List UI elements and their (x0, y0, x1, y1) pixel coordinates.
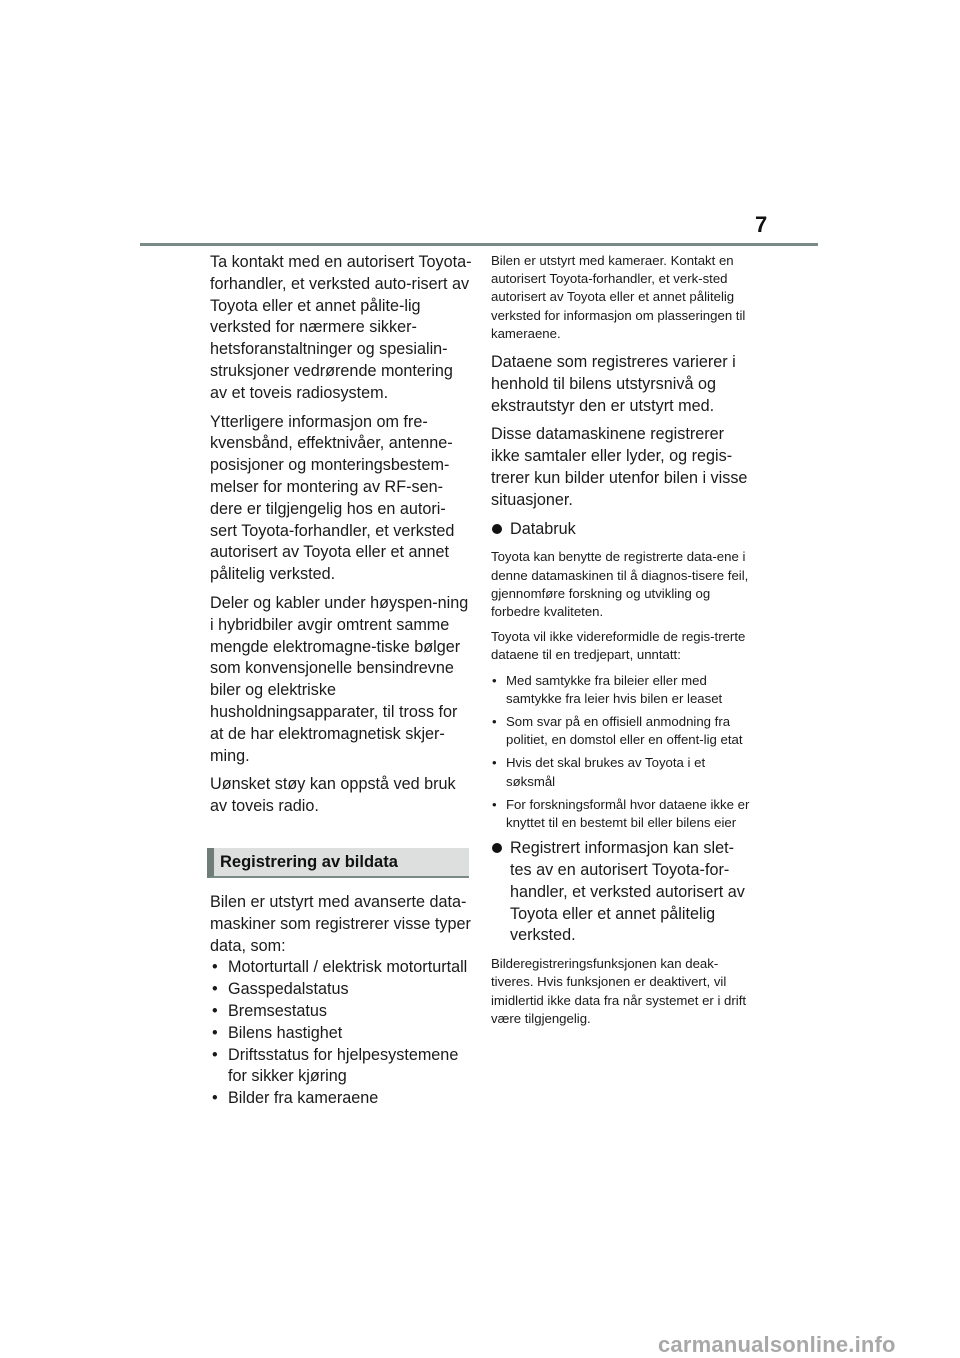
body-paragraph: Ytterligere informasjon om fre-kvensbånd, effektnivåer, antenne-posisjoner og monteringsbestem-melser for montering av RF-sen-dere er tilgjengelig hos en autori-sert Toyota-forhandler, et verksted autorisert av Toyota eller et annet pålitelig verksted. (210, 412, 455, 584)
subheading-label: Registrert informasjon kan slet-tes av en autorisert Toyota-for-handler, et verksted autorisert av Toyota eller et annet pålitelig verksted. (510, 839, 745, 945)
list-item: • Med samtykke fra bileier eller med samtykke fra leier hvis bilen er leaset (491, 672, 753, 708)
exceptions-list (491, 672, 753, 833)
list-item: • Gasspedalstatus (210, 979, 472, 1001)
body-paragraph: Uønsket støy kan oppstå ved bruk av toveis radio. (210, 775, 456, 816)
section-heading: Registrering av bildata (207, 848, 469, 878)
list-item: • Driftsstatus for hjelpesystemene for sikker kjøring (210, 1045, 472, 1089)
list-item: • Hvis det skal brukes av Toyota i et søksmål (491, 754, 753, 790)
list-item: • Motorturtall / elektrisk motorturtall (210, 957, 472, 979)
list-item: • Bilder fra kameraene (210, 1088, 472, 1110)
subheading-databruk (491, 519, 753, 541)
body-paragraph: Dataene som registreres varierer i henhold til bilens utstyrsnivå og ekstrautstyr den er utstyrt med. (491, 353, 736, 415)
intro-paragraph: Bilen er utstyrt med avanserte data-maskiner som registrerer visse typer data, som: (210, 892, 471, 955)
body-paragraph: Ta kontakt med en autorisert Toyota-forhandler, et verksted auto-risert av Toyota eller et annet pålite-lig verksted for nærmere sikker-hetsforanstaltninger og spesialin-struksjoner vedrørende montering av et toveis radiosystem. (210, 253, 472, 402)
bullet-dot-icon (492, 843, 502, 853)
list-item: • Bremsestatus (210, 1001, 472, 1023)
subheading-delete (491, 838, 753, 947)
left-column (210, 252, 472, 1110)
watermark: carmanualsonline.info (658, 1332, 896, 1357)
body-paragraph: Disse datamaskinene registrerer ikke samtaler eller lyder, og regis-trerer kun bilder utenfor bilen i visse situasjoner. (491, 425, 748, 509)
page-number: 7 (755, 212, 768, 237)
list-item: • Som svar på en offisiell anmodning fra politiet, en domstol eller en offent-lig etat (491, 713, 753, 749)
list-item: • For forskningsformål hvor dataene ikke er knyttet til en bestemt bil eller bilens eier (491, 796, 753, 832)
small-paragraph: Toyota kan benytte de registrerte data-ene i denne datamaskinen til å diagnos-tisere feil, gjennomføre forskning og utvikling og forbedre kvaliteten. (491, 549, 749, 619)
data-list (210, 957, 472, 1110)
subheading-label: Databruk (510, 519, 576, 538)
header-rule (140, 243, 818, 246)
small-paragraph: Bilderegistreringsfunksjonen kan deak-tiveres. Hvis funksjonen er deaktivert, vil imidlertid ikke data fra når systemet er i drift være tilgjengelig. (491, 956, 747, 1026)
right-column (491, 252, 753, 1037)
bullet-dot-icon (492, 524, 502, 534)
small-paragraph: Toyota vil ikke videreformidle de regis-trerte dataene til en tredjepart, unntatt: (491, 629, 746, 663)
camera-note: Bilen er utstyrt med kameraer. Kontakt en autorisert Toyota-forhandler, et verk-sted autorisert av Toyota eller et annet pålitelig verksted for informasjon om plasseringen til kameraene. (491, 253, 746, 341)
body-paragraph: Deler og kabler under høyspen-ning i hybridbiler avgir omtrent samme mengde elektromagne-tiske bølger som konvensjonelle bensindrevne biler og elektriske husholdningsapparater, til tross for at de har elektromagnetisk skjer-ming. (210, 593, 469, 765)
list-item: • Bilens hastighet (210, 1023, 472, 1045)
